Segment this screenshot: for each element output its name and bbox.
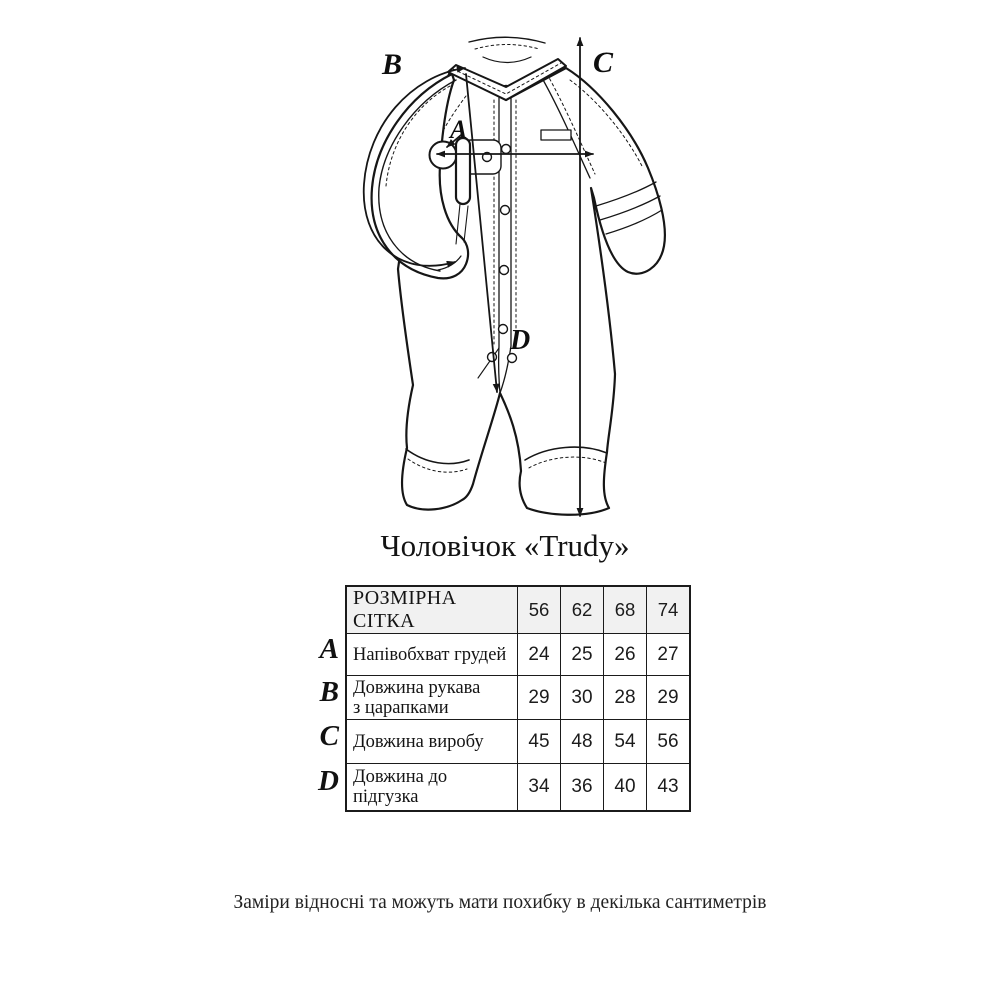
measure-letter-a: A <box>450 115 468 144</box>
size-grid-header: РОЗМІРНА СІТКА <box>346 586 518 634</box>
size-table-block <box>295 585 691 812</box>
row-label-chest: Напівобхват грудей <box>346 634 518 676</box>
size-74-header: 74 <box>647 586 691 634</box>
row-letter-d: D <box>318 765 339 797</box>
table-row-chest <box>346 634 690 676</box>
size-table-header-row <box>346 586 690 634</box>
size-68-header: 68 <box>604 586 647 634</box>
table-row-sleeve <box>346 676 690 720</box>
measure-letter-b: B <box>382 48 403 81</box>
value-cell: 43 <box>647 764 691 811</box>
table-row-diaper-length <box>346 764 690 811</box>
value-cell: 25 <box>561 634 604 676</box>
value-cell: 27 <box>647 634 691 676</box>
size-56-header: 56 <box>518 586 561 634</box>
value-cell: 36 <box>561 764 604 811</box>
measurement-disclaimer: Заміри відносні та можуть мати похибку в декілька сантиметрів <box>233 892 767 913</box>
row-label-length: Довжина виробу <box>346 720 518 764</box>
value-cell: 30 <box>561 676 604 720</box>
row-label-diaper-length: Довжина до підгузка <box>346 764 518 811</box>
table-row-length <box>346 720 690 764</box>
value-cell: 48 <box>561 720 604 764</box>
value-cell: 28 <box>604 676 647 720</box>
product-title: Чоловічок «Trudy» <box>380 528 630 563</box>
measure-letter-d: D <box>510 325 531 356</box>
measure-letter-c: C <box>593 46 614 79</box>
value-cell: 40 <box>604 764 647 811</box>
row-label-sleeve: Довжина рукава з царапками <box>346 676 518 720</box>
value-cell: 26 <box>604 634 647 676</box>
row-letter-a: A <box>319 633 339 665</box>
value-cell: 45 <box>518 720 561 764</box>
size-table <box>345 585 691 812</box>
onesie-diagram <box>350 16 680 530</box>
row-letter-c: C <box>319 720 339 752</box>
value-cell: 24 <box>518 634 561 676</box>
size-62-header: 62 <box>561 586 604 634</box>
row-letter-b: B <box>319 676 339 708</box>
value-cell: 54 <box>604 720 647 764</box>
value-cell: 56 <box>647 720 691 764</box>
value-cell: 29 <box>518 676 561 720</box>
value-cell: 34 <box>518 764 561 811</box>
chest-label-patch <box>541 130 571 140</box>
value-cell: 29 <box>647 676 691 720</box>
